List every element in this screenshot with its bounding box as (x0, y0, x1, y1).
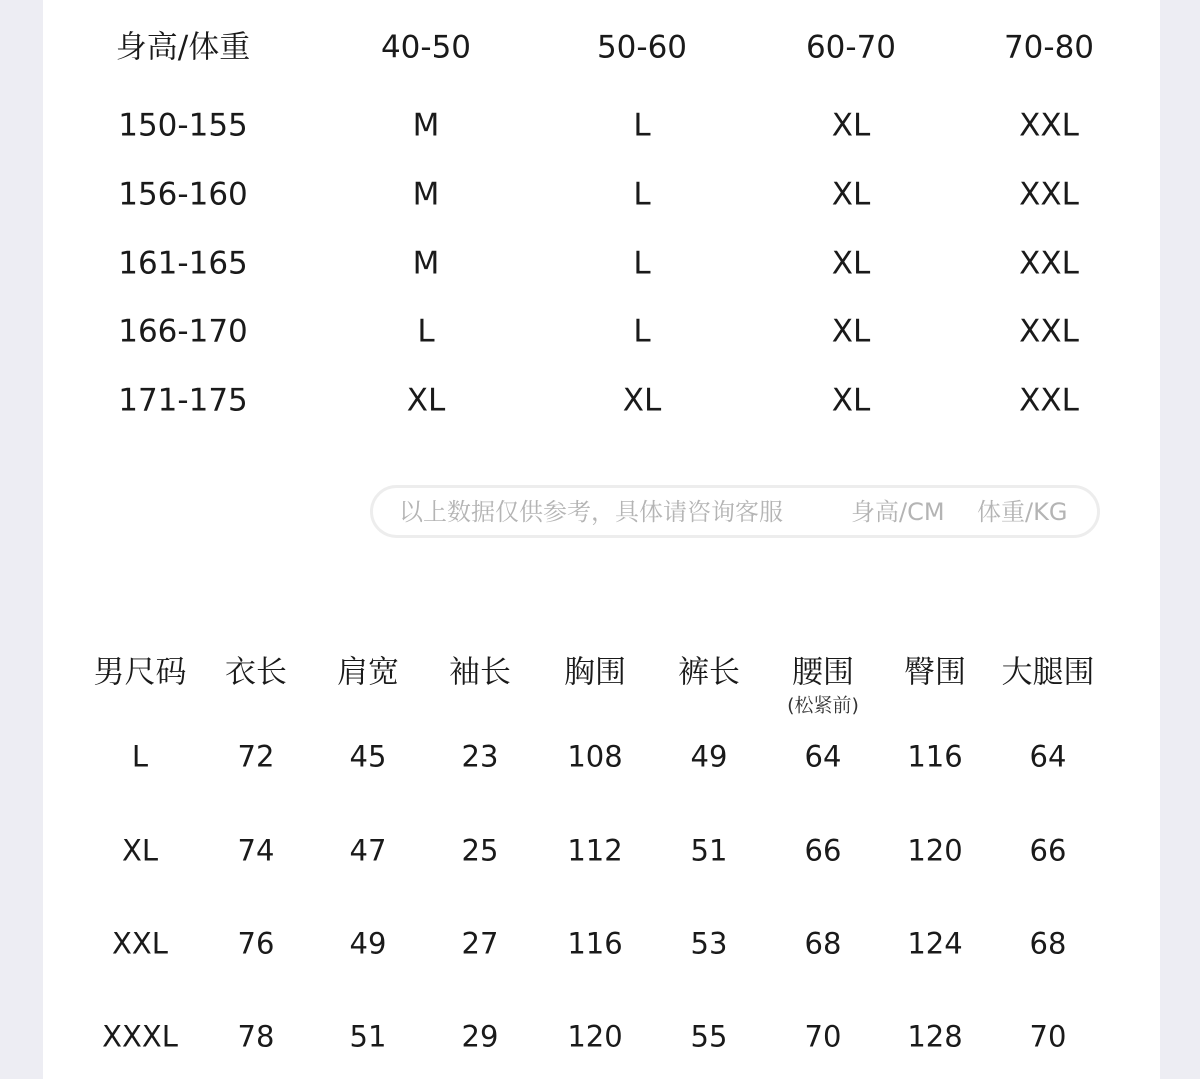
measurement-value-cell: 120 (907, 833, 963, 868)
size-value-cell: M (412, 245, 440, 282)
measurement-value-cell: 74 (237, 833, 275, 868)
size-table-header-cell: 70-80 (1003, 29, 1095, 66)
measurement-value-cell: 72 (237, 739, 275, 774)
measurement-value-cell: 49 (690, 739, 728, 774)
measure-table-header-cell: 裤长 (678, 654, 740, 691)
size-value-cell: L (633, 107, 651, 144)
disclaimer-box (370, 485, 1100, 538)
height-range-cell: 156-160 (118, 176, 248, 213)
height-range-cell: 166-170 (118, 313, 248, 350)
measurement-value-cell: 47 (349, 833, 387, 868)
size-value-cell: L (633, 313, 651, 350)
measurement-value-cell: 120 (567, 1019, 623, 1054)
measurement-value-cell: 70 (804, 1019, 842, 1054)
measurement-value-cell: 78 (237, 1019, 275, 1054)
size-table-header-cell: 身高/体重 (115, 29, 251, 66)
size-value-cell: XXL (1019, 313, 1079, 350)
measurement-value-cell: 108 (567, 739, 623, 774)
height-range-cell: 150-155 (118, 107, 248, 144)
measurement-value-cell: 23 (461, 739, 499, 774)
measure-table-header-cell: 肩宽 (337, 654, 399, 691)
size-value-cell: M (412, 107, 440, 144)
size-value-cell: XL (831, 313, 871, 350)
measurement-value-cell: 112 (567, 833, 623, 868)
measurement-value-cell: 116 (567, 926, 623, 961)
measurement-value-cell: 49 (349, 926, 387, 961)
measurement-value-cell: 116 (907, 739, 963, 774)
measurement-value-cell: 51 (690, 833, 728, 868)
size-value-cell: L (417, 313, 435, 350)
mens-size-cell: XXXL (102, 1019, 178, 1054)
size-value-cell: L (633, 176, 651, 213)
measurement-value-cell: 66 (1029, 833, 1067, 868)
size-value-cell: L (633, 245, 651, 282)
height-unit-label: 身高/CM (851, 497, 945, 526)
measurement-value-cell: 64 (804, 739, 842, 774)
measure-table-header-cell: 腰围 (792, 654, 854, 691)
measurement-value-cell: 124 (907, 926, 963, 961)
size-value-cell: XXL (1019, 382, 1079, 419)
measurement-value-cell: 128 (907, 1019, 963, 1054)
height-range-cell: 161-165 (118, 245, 248, 282)
measure-table-header-cell: 袖长 (449, 654, 511, 691)
measurement-value-cell: 29 (461, 1019, 499, 1054)
size-table-header-cell: 40-50 (380, 29, 472, 66)
measurement-value-cell: 45 (349, 739, 387, 774)
measure-table-header-cell: 男尺码 (93, 654, 187, 691)
waist-note: (松紧前) (787, 694, 859, 717)
measurement-value-cell: 53 (690, 926, 728, 961)
size-value-cell: XL (406, 382, 446, 419)
measurement-value-cell: 25 (461, 833, 499, 868)
measurement-value-cell: 55 (690, 1019, 728, 1054)
mens-size-cell: XL (121, 833, 159, 868)
measure-table-header-cell: 大腿围 (1001, 654, 1095, 691)
measurement-value-cell: 66 (804, 833, 842, 868)
size-value-cell: XXL (1019, 245, 1079, 282)
size-value-cell: XL (831, 176, 871, 213)
measure-table-header-cell: 臀围 (904, 654, 966, 691)
size-table-header-cell: 60-70 (805, 29, 897, 66)
size-value-cell: XL (622, 382, 662, 419)
size-table-header-cell: 50-60 (596, 29, 688, 66)
size-value-cell: XXL (1019, 107, 1079, 144)
mens-size-cell: XXL (112, 926, 168, 961)
measurement-value-cell: 64 (1029, 739, 1067, 774)
measurement-value-cell: 68 (804, 926, 842, 961)
measurement-value-cell: 70 (1029, 1019, 1067, 1054)
measurement-value-cell: 68 (1029, 926, 1067, 961)
size-value-cell: XXL (1019, 176, 1079, 213)
measurement-value-cell: 51 (349, 1019, 387, 1054)
height-range-cell: 171-175 (118, 382, 248, 419)
size-chart-page (43, 0, 1160, 1079)
size-value-cell: M (412, 176, 440, 213)
measurement-value-cell: 76 (237, 926, 275, 961)
weight-unit-label: 体重/KG (977, 497, 1068, 526)
mens-size-cell: L (131, 739, 149, 774)
measure-table-header-cell: 胸围 (564, 654, 626, 691)
measure-table-header-cell: 衣长 (225, 654, 287, 691)
size-value-cell: XL (831, 245, 871, 282)
size-value-cell: XL (831, 107, 871, 144)
size-value-cell: XL (831, 382, 871, 419)
measurement-value-cell: 27 (461, 926, 499, 961)
disclaimer-text: 以上数据仅供参考，具体请咨询客服 (399, 497, 783, 526)
